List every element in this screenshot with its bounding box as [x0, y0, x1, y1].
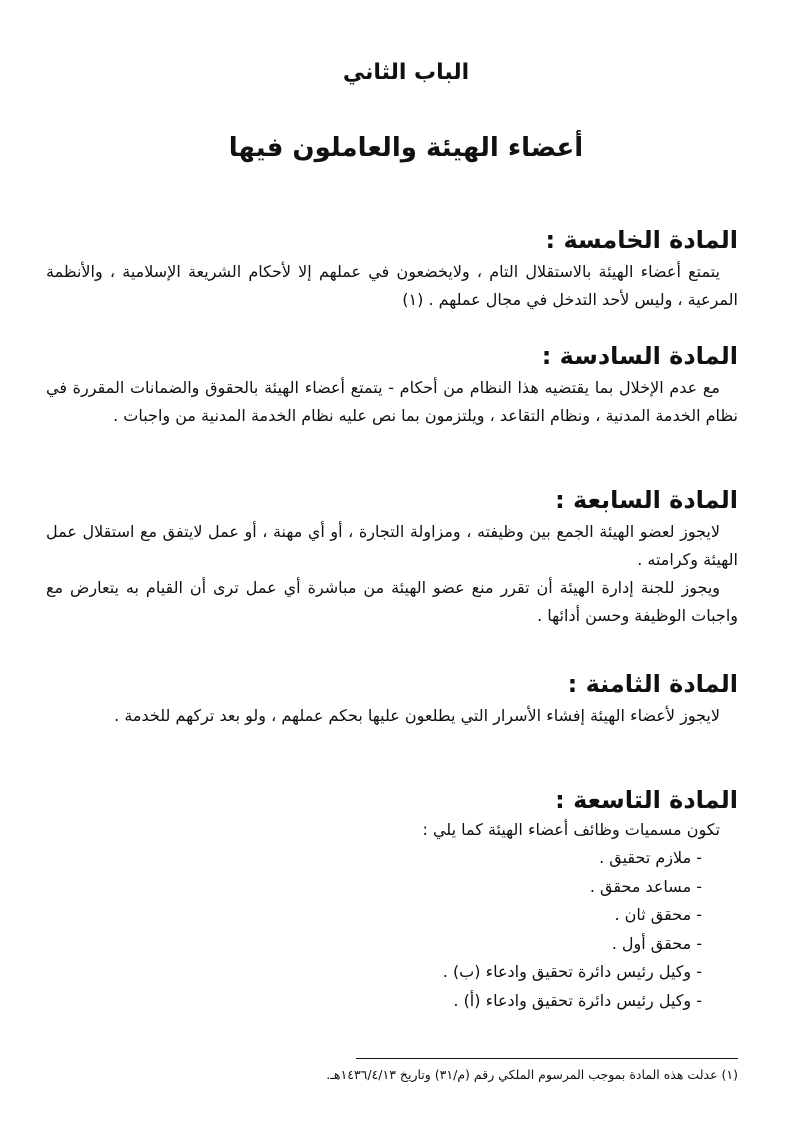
article-body [46, 374, 738, 430]
article-paragraph: ويجوز للجنة إدارة الهيئة أن تقرر منع عضو الهيئة من مباشرة أي عمل ترى أن القيام به يتعارض مع واجبات الوظيفة وحسن أدائها . [46, 578, 738, 625]
job-titles-list [46, 844, 738, 1015]
article-body [46, 702, 738, 730]
article-heading: المادة السادسة : [541, 342, 738, 370]
article-intro: تكون مسميات وظائف أعضاء الهيئة كما يلي : [422, 820, 720, 839]
footnote-divider [356, 1058, 738, 1059]
article-8 [46, 668, 738, 730]
article-5 [46, 224, 738, 314]
article-7 [46, 484, 738, 630]
article-paragraph: مع عدم الإخلال بما يقتضيه هذا النظام من أحكام - يتمتع أعضاء الهيئة بالحقوق والضمانات المقررة في نظام الخدمة المدنية ، ونظام التقاعد ، ويلتزمون بما نص عليه نظام الخدمة المدنية من واجبات . [46, 378, 738, 425]
chapter-subtitle: أعضاء الهيئة والعاملون فيها [228, 133, 584, 163]
article-heading: المادة السابعة : [555, 486, 738, 514]
list-item: - محقق أول . [611, 933, 702, 953]
article-9 [46, 784, 738, 1015]
list-item: - وكيل رئيس دائرة تحقيق وادعاء (ب) . [442, 962, 702, 981]
article-paragraph: يتمتع أعضاء الهيئة بالاستقلال التام ، ولايخضعون في عملهم إلا لأحكام الشريعة الإسلامية ، والأنظمة المرعية ، وليس لأحد التدخل في مجال عملهم . (١) [46, 262, 738, 309]
article-body [46, 518, 738, 630]
list-item: - محقق ثان . [614, 905, 702, 924]
list-item: - وكيل رئيس دائرة تحقيق وادعاء (أ) . [453, 990, 702, 1010]
article-body [46, 258, 738, 314]
article-paragraph: لايجوز لعضو الهيئة الجمع بين وظيفته ، ومزاولة التجارة ، أو أي مهنة ، أو عمل لايتفق مع استقلال عمل الهيئة وكرامته . [46, 522, 738, 569]
article-heading: المادة الثامنة : [567, 670, 738, 698]
list-item: - ملازم تحقيق . [599, 848, 702, 867]
article-heading: المادة التاسعة : [555, 786, 738, 814]
footnote: (١) عدلت هذه المادة بموجب المرسوم الملكي رقم (م/٣١) وتاريخ ١٤٣٦/٤/١٣هـ. [326, 1067, 738, 1082]
chapter-title: الباب الثاني [342, 60, 470, 85]
list-item: - مساعد محقق . [589, 876, 702, 896]
article-paragraph: لايجوز لأعضاء الهيئة إفشاء الأسرار التي يطلعون عليها بحكم عملهم ، ولو بعد تركهم للخدمة . [114, 706, 720, 725]
article-6 [46, 340, 738, 430]
article-heading: المادة الخامسة : [545, 226, 738, 254]
